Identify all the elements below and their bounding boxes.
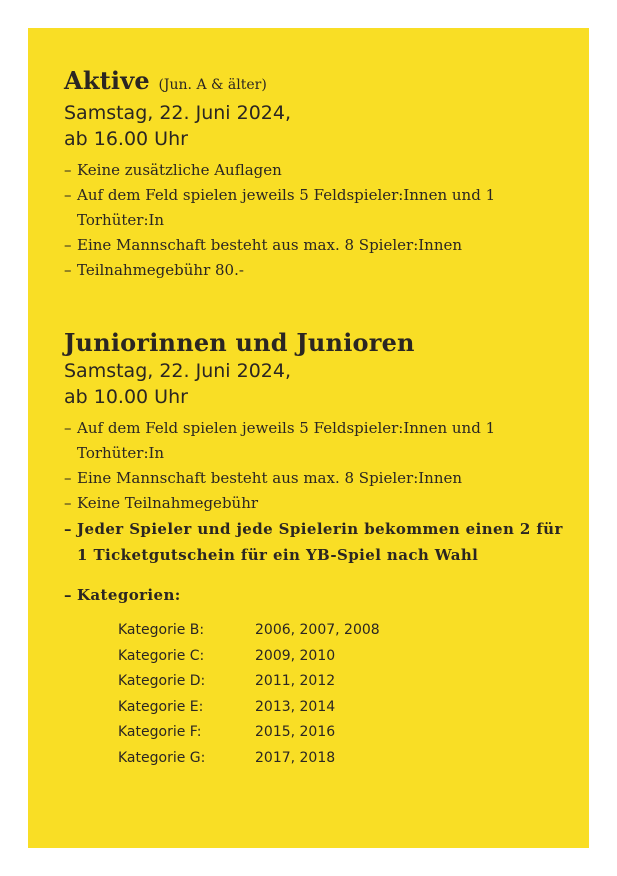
section-junioren	[64, 328, 569, 771]
aktive-list	[64, 158, 569, 283]
ticket-voucher-item: – Jeder Spieler und jede Spielerin bekommen einen 2 für 1 Ticketgutschein für ein YB-Spiel nach Wahl	[64, 520, 563, 564]
list-item: – Keine zusätzliche Auflagen	[64, 161, 282, 179]
list-item: – Auf dem Feld spielen jeweils 5 Feldspieler:Innen und 1 Torhüter:In	[64, 186, 496, 229]
card-content	[64, 66, 569, 771]
aktive-subtitle: (Jun. A & älter)	[158, 77, 267, 93]
section-aktive	[64, 66, 569, 283]
kategorie-row: Kategorie G: 2017, 2018	[118, 749, 336, 766]
junioren-title: Juniorinnen und Junioren	[64, 328, 415, 357]
kategorien-table	[118, 618, 569, 771]
kategorie-row: Kategorie E: 2013, 2014	[118, 698, 336, 715]
info-card	[28, 28, 589, 848]
kategorie-row: Kategorie B: 2006, 2007, 2008	[118, 622, 380, 638]
kategorien-heading: – Kategorien:	[64, 586, 181, 604]
list-item: – Eine Mannschaft besteht aus max. 8 Spieler:Innen	[64, 236, 463, 254]
list-item: – Auf dem Feld spielen jeweils 5 Feldspieler:Innen und 1 Torhüter:In	[64, 419, 496, 462]
list-item: – Keine Teilnahmegebühr	[64, 494, 259, 512]
junioren-time: ab 10.00 Uhr	[64, 386, 188, 408]
kategorie-row: Kategorie C: 2009, 2010	[118, 647, 336, 664]
aktive-title: Aktive	[64, 66, 150, 95]
aktive-date: Samstag, 22. Juni 2024,	[64, 102, 291, 124]
section-title	[64, 66, 569, 100]
list-item: – Teilnahmegebühr 80.-	[64, 261, 244, 279]
aktive-time: ab 16.00 Uhr	[64, 128, 188, 150]
junioren-list	[64, 416, 569, 608]
list-item: – Eine Mannschaft besteht aus max. 8 Spieler:Innen	[64, 469, 463, 487]
kategorie-row: Kategorie F: 2015, 2016	[118, 724, 336, 740]
kategorie-row: Kategorie D: 2011, 2012	[118, 673, 336, 689]
junioren-date: Samstag, 22. Juni 2024,	[64, 360, 291, 382]
